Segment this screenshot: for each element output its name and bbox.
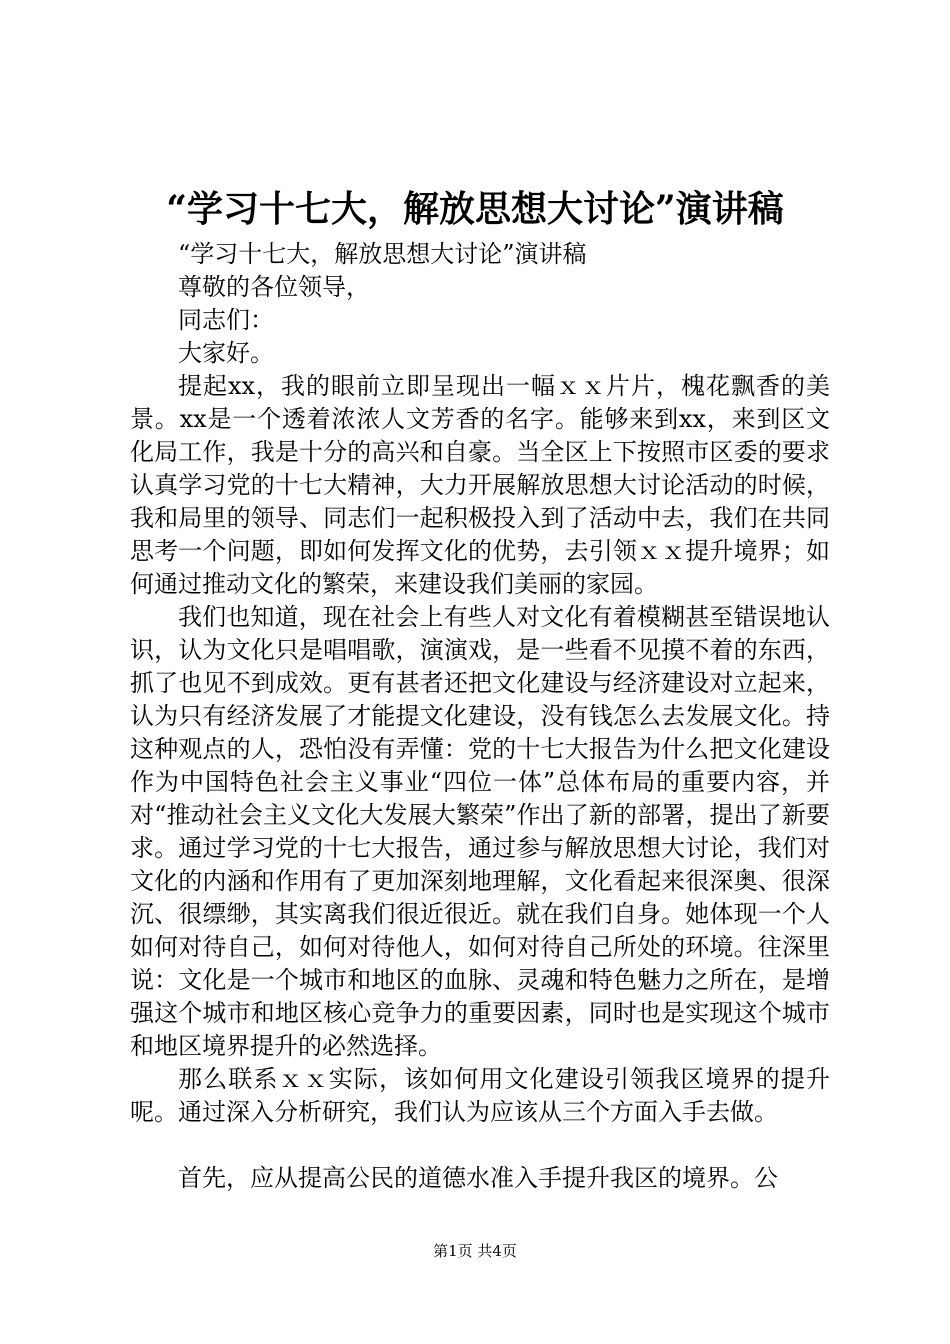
document-body	[130, 238, 830, 1195]
paragraph-culture-understanding: 我们也知道，现在社会上有些人对文化有着模糊甚至错误地认识，认为文化只是唱唱歌，演演戏，是一些看不见摸不着的东西，抓了也见不到成效。更有甚者还把文化建设与经济建设对立起来，认为只有经济发展了才能提文化建设，没有钱怎么去发展文化。持这种观点的人，恐怕没有弄懂：党的十七大报告为什么把文化建设作为中国特色社会主义事业“四位一体”总体布局的重要内容，并对“推动社会主义文化大发展大繁荣”作出了新的部署，提出了新要求。通过学习党的十七大报告，通过参与解放思想大讨论，我们对文化的内涵和作用有了更加深刻地理解，文化看起来很深奥、很深沉、很缥缈，其实离我们很近很近。就在我们自身。她体现一个人如何对待自己，如何对待他人，如何对待自己所处的环境。往深里说：文化是一个城市和地区的血脉、灵魂和特色魅力之所在，是增强这个城市和地区核心竞争力的重要因素，同时也是实现这个城市和地区境界提升的必然选择。	[130, 603, 830, 1060]
paragraph-approach: 那么联系ｘｘ实际，该如何用文化建设引领我区境界的提升呢。通过深入分析研究，我们认为应该从三个方面入手去做。	[130, 1065, 830, 1126]
paragraph-greeting: 大家好。	[178, 339, 274, 367]
document-title: “学习十七大，解放思想大讨论”演讲稿	[166, 188, 784, 230]
page-number-footer: 第1页 共4页	[433, 1242, 517, 1260]
paragraph-intro: 提起xx，我的眼前立即呈现出一幅ｘｘ片片，槐花飘香的美景。xx是一个透着浓浓人文芳香的名字。能够来到xx，来到区文化局工作，我是十分的高兴和自豪。当全区上下按照市区委的要求认真学习党的十七大精神，大力开展解放思想大讨论活动的时候，我和局里的领导、同志们一起积极投入到了活动中去，我们在共同思考一个问题，即如何发挥文化的优势，去引领ｘｘ提升境界；如何通过推动文化的繁荣，来建设我们美丽的家园。	[130, 372, 830, 598]
paragraph-first-point: 首先，应从提高公民的道德水准入手提升我区的境界。公	[178, 1164, 778, 1192]
paragraph-salutation-leaders: 尊敬的各位领导，	[178, 273, 370, 301]
paragraph-salutation-comrades: 同志们：	[178, 306, 274, 334]
paragraph-subtitle: “学习十七大，解放思想大讨论”演讲稿	[178, 240, 587, 268]
